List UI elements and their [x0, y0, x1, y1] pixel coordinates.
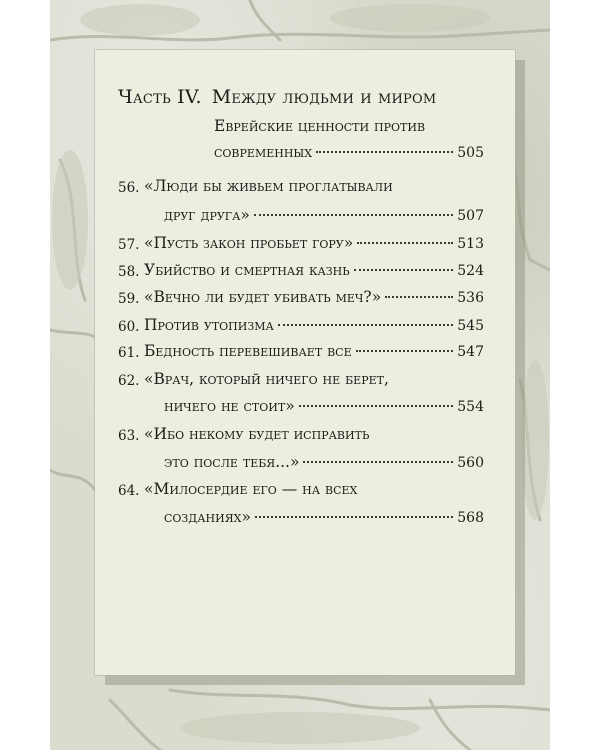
part-title: Между людьми и миром: [211, 86, 437, 108]
chapter-entry-60[interactable]: [144, 316, 484, 334]
dot-leader: [278, 324, 453, 326]
chapter-number: 59.: [118, 291, 140, 307]
dot-leader: [356, 350, 454, 352]
dot-leader: [385, 296, 453, 298]
dot-leader: [299, 405, 454, 407]
chapter-entry-61[interactable]: [144, 342, 484, 360]
chapter-title-line-2: созданиях»: [164, 508, 251, 526]
chapter-number: 64.: [118, 483, 140, 499]
dot-leader: [354, 269, 454, 271]
chapter-number: 61.: [118, 345, 140, 361]
chapter-number: 60.: [118, 319, 140, 335]
chapter-number: 63.: [118, 428, 140, 444]
page-number: 545: [457, 318, 484, 334]
chapter-number: 56.: [118, 180, 140, 196]
chapter-number: 62.: [118, 373, 140, 389]
page-number: 568: [457, 510, 484, 526]
chapter-entry-62[interactable]: [164, 397, 484, 415]
part-label: Часть IV.: [118, 86, 202, 108]
page-number: 507: [457, 208, 484, 224]
chapter-title: «Вечно ли будет убивать меч?»: [144, 288, 382, 306]
chapter-entry-64[interactable]: [164, 508, 484, 526]
page-number: 536: [457, 290, 484, 306]
dot-leader: [254, 214, 453, 216]
page-number: 560: [457, 455, 484, 471]
page-number: 505: [457, 145, 484, 161]
dot-leader: [303, 461, 453, 463]
chapter-title-line-2: друг друга»: [164, 206, 250, 224]
chapter-entry-63[interactable]: [164, 453, 484, 471]
chapter-entry-58[interactable]: [144, 261, 484, 279]
chapter-title: «Пусть закон пробьет гору»: [144, 234, 354, 252]
intro-line-1: Еврейские ценности против: [214, 117, 426, 135]
chapter-title-line-1: «Врач, который ничего не берет,: [144, 370, 389, 388]
chapter-entry-57[interactable]: [144, 234, 484, 252]
book-page: [50, 0, 550, 750]
chapter-entry-56[interactable]: [164, 206, 484, 224]
chapter-entry-59[interactable]: [144, 288, 484, 306]
page-number: 554: [457, 399, 484, 415]
chapter-title: Бедность перевешивает все: [144, 342, 352, 360]
part-heading: [118, 86, 436, 108]
dot-leader: [255, 516, 453, 518]
chapter-title-line-2: это после тебя...»: [164, 453, 300, 471]
chapter-title-line-2: ничего не стоит»: [164, 397, 295, 415]
chapter-title: Убийство и смертная казнь: [144, 261, 350, 279]
chapter-title-line-1: «Милосердие его — на всех: [144, 480, 358, 498]
page-number: 524: [457, 263, 484, 279]
chapter-title-line-1: «Ибо некому будет исправить: [144, 425, 370, 443]
intro-entry[interactable]: [214, 143, 484, 161]
chapter-number: 58.: [118, 264, 140, 280]
dot-leader: [357, 242, 453, 244]
chapter-number: 57.: [118, 237, 140, 253]
dot-leader: [316, 151, 453, 153]
intro-line-2: современных: [214, 143, 313, 161]
chapter-title-line-1: «Люди бы живьем проглатывали: [144, 177, 393, 195]
page-number: 513: [457, 236, 484, 252]
chapter-title: Против утопизма: [144, 316, 274, 334]
page-number: 547: [457, 344, 484, 360]
